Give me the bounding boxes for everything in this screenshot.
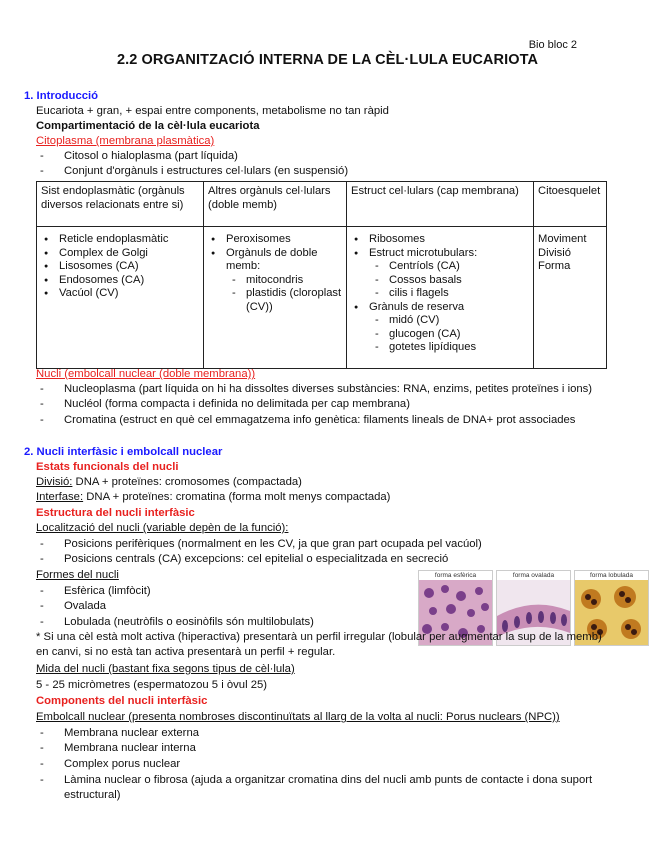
lobed-nucleus-image: forma lobulada — [574, 570, 649, 646]
list-item: ● Endosomes (CA) — [59, 274, 199, 288]
header-label: Bio bloc 2 — [528, 39, 577, 51]
list-item: ● Orgànuls de doble memb: - mitocondris - plastidis (cloroplast (CV)) — [226, 247, 342, 315]
list-item: - cilis i flagels — [389, 287, 529, 301]
list-item: ● Reticle endoplasmàtic — [59, 233, 199, 247]
list-item: - Cromatina (estruct en què cel emmagatzema info genètica: filaments lineals de DNA+ prot associades — [40, 414, 576, 426]
list-item: - gotetes lipídiques — [389, 341, 529, 355]
envelope-title: Embolcall nuclear (presenta nombroses discontinuïtats al llarg de la volta al nucli: Porus nuclears (NPC)) — [36, 711, 560, 723]
list-item: ● Estruct microtubulars: - Centríols (CA) - Cossos basals - cilis i flagels — [369, 247, 529, 301]
table-cell — [534, 227, 607, 369]
location-title: Localització del nucli (variable depèn de la funció): — [36, 522, 289, 534]
structure-title: Estructura del nucli interfàsic — [36, 507, 195, 519]
organelle-table — [36, 181, 607, 369]
table-header-cell: Estruct cel·lulars (cap membrana) — [347, 182, 534, 227]
list-item: Forma — [538, 260, 571, 272]
list-item: - Posicions perifèriques (normalment en les CV, ja que gran part ocupada pel vacúol) — [40, 538, 482, 550]
list-item: - Ovalada — [40, 600, 107, 612]
list-item: - Nucleoplasma (part líquida on hi ha dissoltes diverses substàncies: RNA, enzims, petites proteïnes i ions) — [40, 383, 593, 395]
list-item: - Centríols (CA) — [389, 260, 529, 274]
list-item: - Esfèrica (limfòcit) — [40, 585, 151, 597]
list-item: ● Grànuls de reserva - midó (CV) - glucogen (CA) - gotetes lipídiques — [369, 301, 529, 355]
shapes-title: Formes del nucli — [36, 569, 119, 581]
list-item: - Complex porus nuclear — [40, 758, 181, 770]
table-header-row — [37, 182, 607, 227]
list-item: - Cossos basals — [389, 274, 529, 288]
division-line: Divisió: DNA + proteïnes: cromosomes (compactada) — [36, 476, 302, 488]
list-item: Moviment — [538, 233, 587, 245]
nucleus-title: Nucli (embolcall nuclear (doble membrana)) — [36, 368, 256, 380]
components-title: Components del nucli interfàsic — [36, 695, 208, 707]
list-item: - Conjunt d'orgànuls i estructures cel·lulars (en suspensió) — [40, 165, 349, 177]
list-item: Divisió — [538, 246, 571, 259]
table-cell — [37, 227, 204, 369]
page-title: 2.2 ORGANITZACIÓ INTERNA DE LA CÈL·LULA EUCARIOTA — [116, 52, 539, 68]
list-item: ● Complex de Golgi — [59, 247, 199, 261]
list-item: - glucogen (CA) — [389, 328, 529, 342]
table-header-cell: Citoesquelet — [534, 182, 607, 227]
list-item: - Posicions centrals (CA) excepcions: cel epitelial o especialitzada en secreció — [40, 553, 449, 565]
list-item: - plastidis (cloroplast (CV)) — [246, 287, 342, 314]
compartment-subheading: Compartimentació de la cèl·lula eucariota — [36, 120, 260, 132]
spherical-nucleus-image: forma esfèrica — [418, 570, 493, 646]
list-item: - Lobulada (neutròfils o eosinòfils són multilobulats) — [40, 616, 314, 628]
states-title: Estats funcionals del nucli — [36, 461, 179, 473]
list-item: - Membrana nuclear externa — [40, 727, 200, 739]
table-header-cell: Sist endoplasmàtic (orgànuls diversos relacionats entre si) — [37, 182, 204, 227]
oval-nucleus-image: forma ovalada — [496, 570, 571, 646]
list-item: ● Vacúol (CV) — [59, 287, 199, 301]
cytoplasm-title: Citoplasma (membrana plasmàtica) — [36, 135, 215, 147]
list-item: - mitocondris — [246, 274, 342, 288]
list-item: ● Peroxisomes — [226, 233, 342, 247]
list-item: - Nucléol (forma compacta i definida no delimitada per cap membrana) — [40, 398, 410, 410]
activity-note: * Si una cèl està molt activa (hiperactiva) presentarà un perfil irregular (lobular per augmentar la sup de la memb) en canvi, si no està tan activa presentarà un perfil + regular. — [36, 631, 602, 658]
section2-heading: 2. Nucli interfàsic i embolcall nuclear — [24, 446, 223, 458]
interphase-line: Interfase: DNA + proteïnes: cromatina (forma molt menys compactada) — [36, 491, 391, 503]
list-item: ● Ribosomes — [369, 233, 529, 247]
table-row — [37, 227, 607, 369]
table-cell — [347, 227, 534, 369]
list-item: - Citosol o hialoplasma (part líquida) — [40, 150, 238, 162]
size-text: 5 - 25 micròmetres (espermatozou 5 i òvul 25) — [36, 679, 268, 691]
section1-heading: 1. Introducció — [24, 90, 99, 102]
list-item: - Membrana nuclear interna — [40, 742, 196, 754]
table-cell — [204, 227, 347, 369]
intro-line: Eucariota + gran, + espai entre components, metabolisme no tan ràpid — [36, 105, 389, 117]
list-item: - Làmina nuclear o fibrosa (ajuda a organitzar cromatina dins del nucli amb punts de contacte i dona suport estructural) — [40, 774, 593, 801]
size-title: Mida del nucli (bastant fixa segons tipus de cèl·lula) — [36, 663, 295, 675]
list-item: - midó (CV) — [389, 314, 529, 328]
table-header-cell: Altres orgànuls cel·lulars (doble memb) — [204, 182, 347, 227]
list-item: ● Lisosomes (CA) — [59, 260, 199, 274]
